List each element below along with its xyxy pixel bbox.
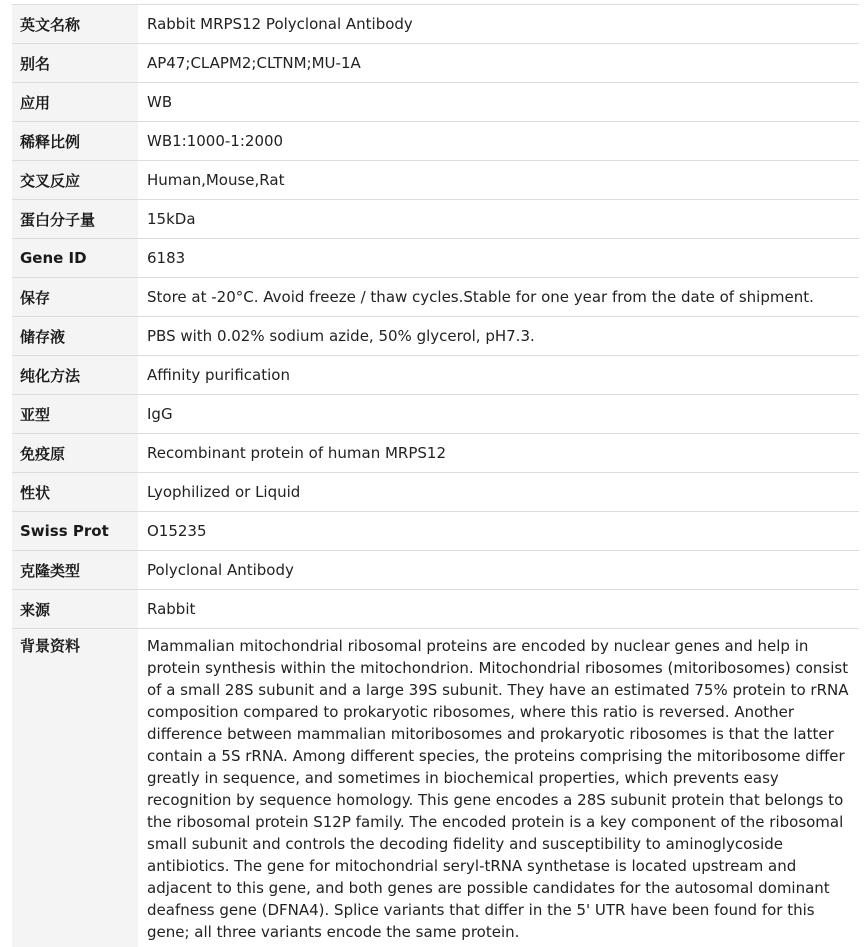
spec-value: Rabbit [138, 590, 859, 629]
spec-value: Polyclonal Antibody [138, 551, 859, 590]
spec-value: WB [138, 83, 859, 122]
spec-value: Lyophilized or Liquid [138, 473, 859, 512]
spec-label: Swiss Prot [12, 512, 138, 551]
spec-label: 储存液 [12, 317, 138, 356]
spec-label: 克隆类型 [12, 551, 138, 590]
spec-row-purification [12, 356, 859, 395]
spec-row-storage [12, 278, 859, 317]
spec-label: Gene ID [12, 239, 138, 278]
spec-value: Affinity purification [138, 356, 859, 395]
spec-row-form [12, 473, 859, 512]
spec-value: WB1:1000-1:2000 [138, 122, 859, 161]
spec-row-host [12, 590, 859, 629]
spec-row-immunogen [12, 434, 859, 473]
spec-table-body [12, 5, 859, 947]
spec-label: 免疫原 [12, 434, 138, 473]
spec-value: Rabbit MRPS12 Polyclonal Antibody [138, 5, 859, 44]
spec-label: 稀释比例 [12, 122, 138, 161]
spec-value: O15235 [138, 512, 859, 551]
product-spec-sheet [12, 4, 859, 947]
spec-label: 亚型 [12, 395, 138, 434]
spec-label: 交叉反应 [12, 161, 138, 200]
spec-value: PBS with 0.02% sodium azide, 50% glycerol, pH7.3. [138, 317, 859, 356]
spec-row-dilution [12, 122, 859, 161]
spec-row-english-name [12, 5, 859, 44]
spec-row-application [12, 83, 859, 122]
spec-row-isotype [12, 395, 859, 434]
spec-label: 纯化方法 [12, 356, 138, 395]
background-text: Mammalian mitochondrial ribosomal proteins are encoded by nuclear genes and help in protein synthesis within the mitochondrion. Mitochondrial ribosomes (mitoribosomes) consist of a small 28S subunit and a large 39S subunit. They have an estimated 75% protein to rRNA composition compared to prokaryotic ribosomes, where this ratio is reversed. Another difference between mammalian mitoribosomes and prokaryotic ribosomes is that the latter contain a 5S rRNA. Among different species, the proteins comprising the mitoribosome differ greatly in sequence, and sometimes in biochemical properties, which prevents easy recognition by sequence homology. This gene encodes a 28S subunit protein that belongs to the ribosomal protein S12P family. The encoded protein is a key component of the ribosomal small subunit and controls the decoding fidelity and susceptibility to aminoglycoside antibiotics. The gene for mitochondrial seryl-tRNA synthetase is located upstream and adjacent to this gene, and both genes are possible candidates for the autosomal dominant deafness gene (DFNA4). Splice variants that differ in the 5' UTR have been found for this gene; all three variants encode the same protein. [138, 629, 859, 947]
spec-label: 来源 [12, 590, 138, 629]
spec-row-clonality [12, 551, 859, 590]
spec-value: Human,Mouse,Rat [138, 161, 859, 200]
spec-label: 蛋白分子量 [12, 200, 138, 239]
spec-label: 应用 [12, 83, 138, 122]
spec-value: 6183 [138, 239, 859, 278]
spec-value: Recombinant protein of human MRPS12 [138, 434, 859, 473]
spec-label: 别名 [12, 44, 138, 83]
spec-label: 背景资料 [12, 629, 138, 947]
spec-value: IgG [138, 395, 859, 434]
spec-label: 保存 [12, 278, 138, 317]
spec-value: AP47;CLAPM2;CLTNM;MU-1A [138, 44, 859, 83]
spec-row-molecular-weight [12, 200, 859, 239]
spec-row-buffer [12, 317, 859, 356]
spec-table [12, 4, 859, 947]
spec-value: 15kDa [138, 200, 859, 239]
spec-label: 英文名称 [12, 5, 138, 44]
spec-label: 性状 [12, 473, 138, 512]
spec-row-alias [12, 44, 859, 83]
spec-row-reactivity [12, 161, 859, 200]
spec-row-gene-id [12, 239, 859, 278]
spec-row-background [12, 629, 859, 947]
spec-row-swiss-prot [12, 512, 859, 551]
spec-value: Store at -20°C. Avoid freeze / thaw cycles.Stable for one year from the date of shipment. [138, 278, 859, 317]
